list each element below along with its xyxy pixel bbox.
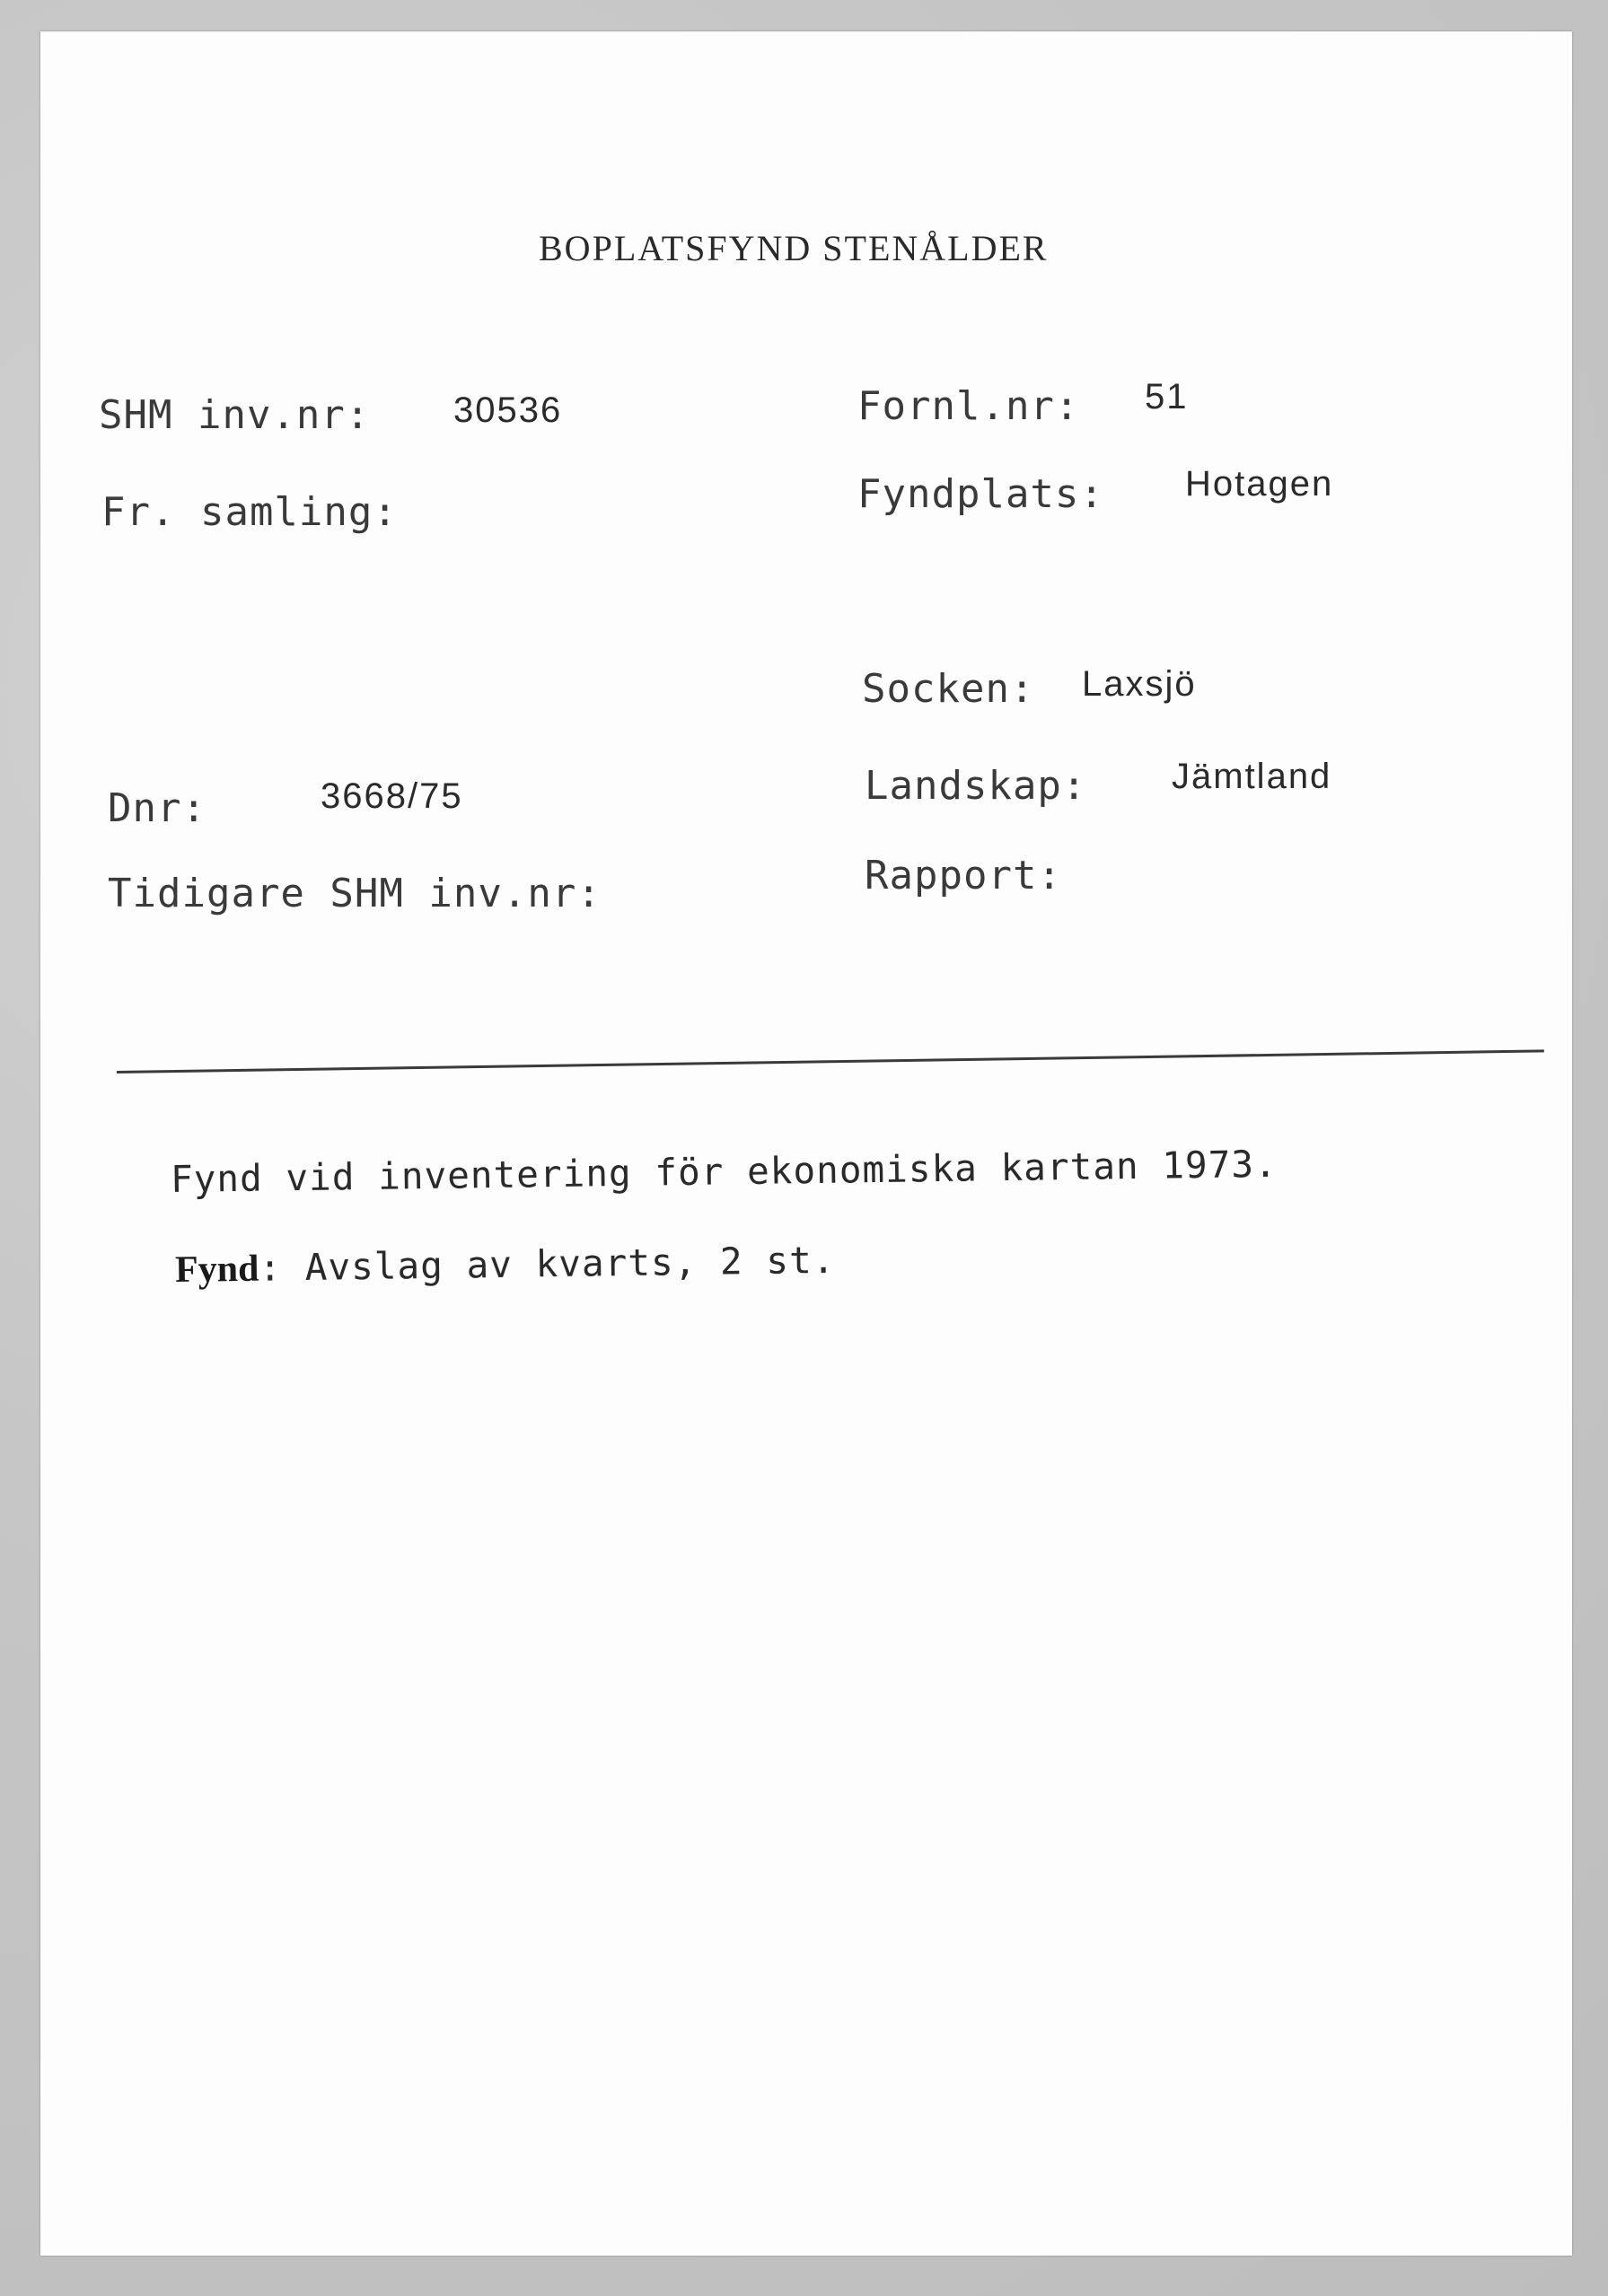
tidigare-shm-inv-nr-label: Tidigare SHM inv.nr: <box>108 871 602 916</box>
socken-label: Socken: <box>862 666 1035 712</box>
catalog-card <box>40 31 1572 2256</box>
fr-samling-label: Fr. samling: <box>101 489 398 535</box>
find-label: Fynd <box>174 1248 259 1291</box>
shm-inv-nr-value: 30536 <box>453 390 563 430</box>
fornl-nr-value: 51 <box>1145 377 1189 416</box>
divider-line <box>117 1049 1544 1074</box>
landskap-label: Landskap: <box>865 763 1087 809</box>
fyndplats-label: Fyndplats: <box>857 471 1104 517</box>
find-line <box>175 1239 836 1292</box>
dnr-label: Dnr: <box>108 785 206 831</box>
socken-value: Laxsjö <box>1082 664 1197 704</box>
fornl-nr-label: Fornl.nr: <box>857 383 1080 429</box>
find-text: : Avslag av kvarts, 2 st. <box>259 1238 836 1290</box>
rapport-label: Rapport: <box>865 853 1062 898</box>
shm-inv-nr-label: SHM inv.nr: <box>99 392 371 438</box>
card-title: BOPLATSFYND STENÅLDER <box>539 228 1049 268</box>
fyndplats-value: Hotagen <box>1185 464 1334 504</box>
note-line: Fynd vid inventering för ekonomiska kartan 1973. <box>170 1142 1278 1201</box>
landskap-value: Jämtland <box>1172 757 1332 796</box>
dnr-value: 3668/75 <box>321 776 463 816</box>
